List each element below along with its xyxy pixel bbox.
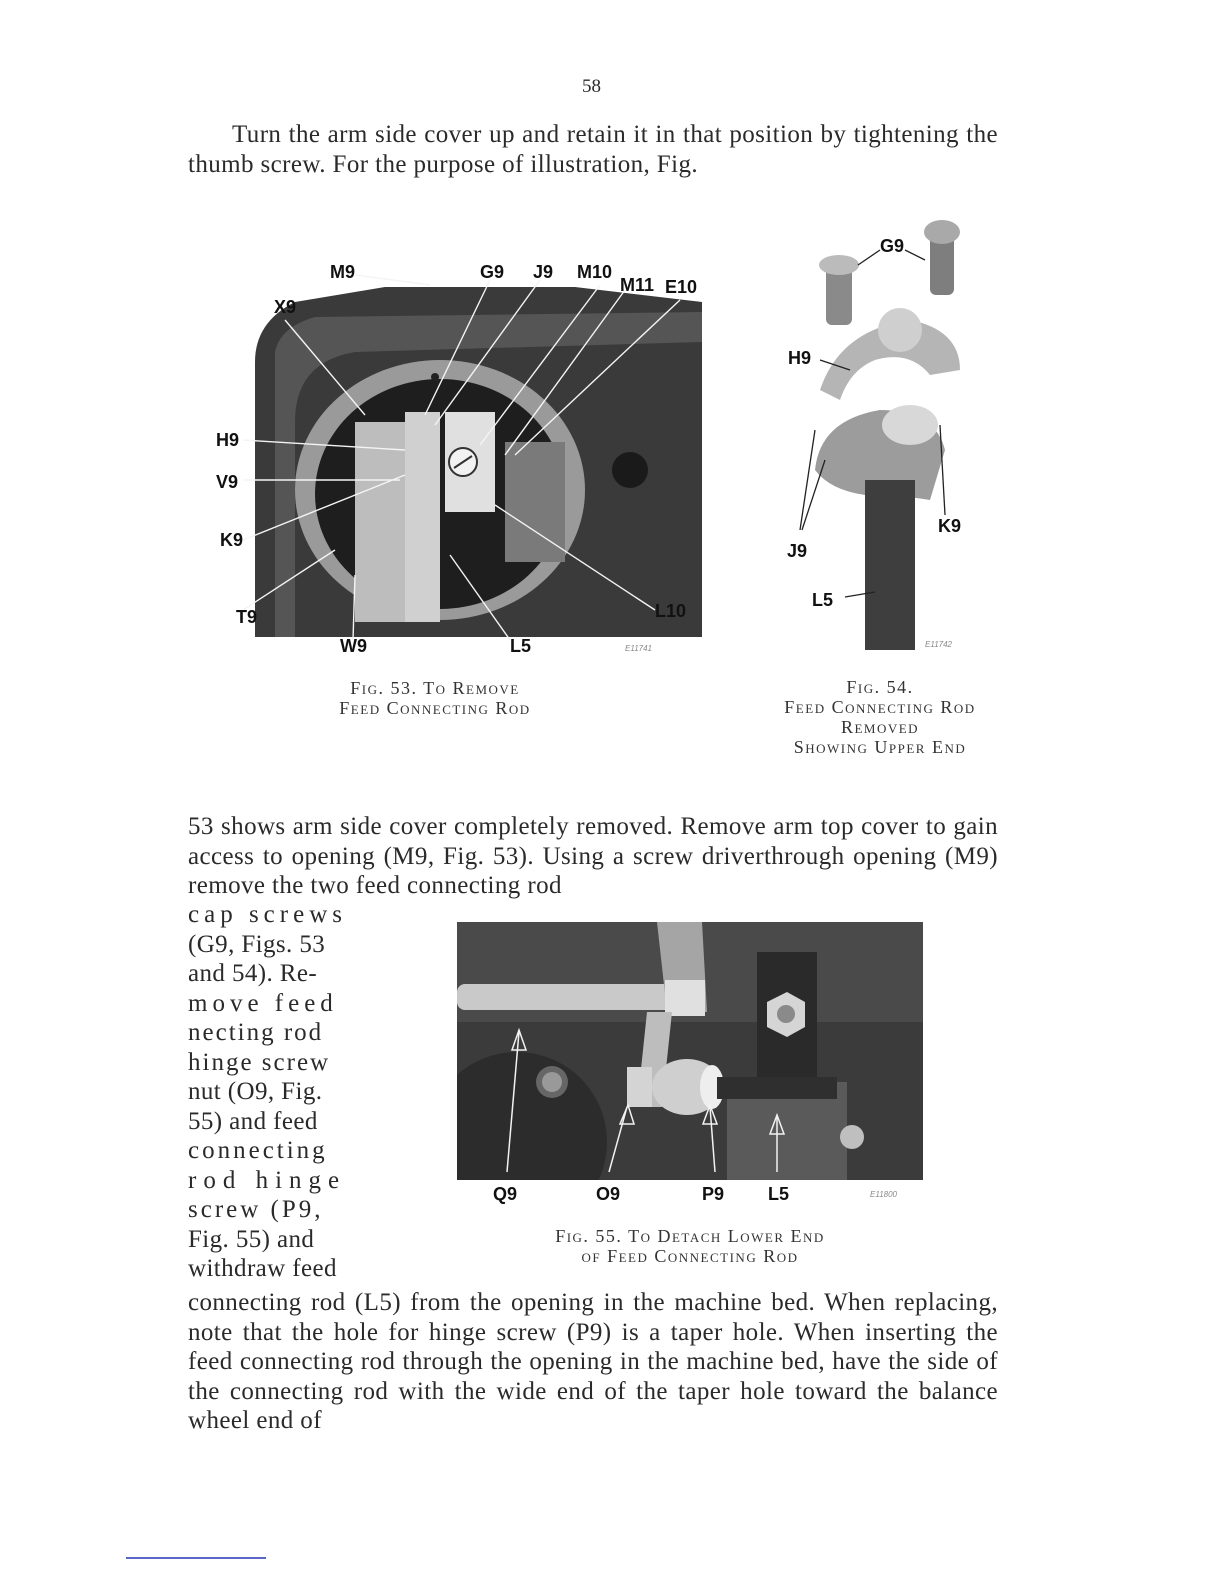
- fig55-caption-line: Fig. 55. To Detach Lower End: [555, 1226, 825, 1246]
- fig53-label-m11: M11: [620, 275, 655, 295]
- fig53-label-x9: X9: [274, 297, 297, 317]
- footer-rule: [126, 1557, 266, 1559]
- fig54-code: E11742: [925, 640, 952, 649]
- fig53-code: E11741: [625, 644, 652, 653]
- fig53-label-j9: J9: [533, 262, 554, 282]
- fig54-caption-line: Showing Upper End: [793, 737, 967, 757]
- fig53-label-w9: W9: [340, 636, 367, 656]
- fig54-label-h9: H9: [788, 348, 812, 368]
- fig54-leader-lines: [780, 230, 980, 610]
- fig55-caption-line: of Feed Connecting Rod: [581, 1246, 799, 1266]
- fig53-label-m10: M10: [577, 262, 613, 282]
- fig54-caption-line: Feed Connecting Rod: [784, 697, 976, 717]
- fig55-caption: [470, 1226, 910, 1266]
- wrapped-line: Fig. 55) and: [188, 1225, 315, 1253]
- end-paragraph: connecting rod (L5) from the opening in the machine bed. When replacing, note that the hole for hinge screw (P9) is a taper hole. When inserting the feed connecting rod through the opening in the machine bed, have the side of the connecting rod with the wide end of the taper hole toward the balance wheel end of: [188, 1289, 998, 1434]
- fig55-leader-lines: [457, 922, 923, 1180]
- fig53-caption: [280, 678, 590, 718]
- fig53-label-m9: M9: [330, 262, 356, 282]
- wrapped-line: screw (P9,: [188, 1196, 324, 1223]
- fig54-caption: [745, 677, 1015, 757]
- wrapped-line: move feed: [188, 989, 338, 1017]
- wrapped-line: necting rod: [188, 1019, 324, 1046]
- wrapped-line: nut (O9, Fig.: [188, 1078, 323, 1105]
- fig53-label-e10: E10: [665, 277, 698, 297]
- wrapped-line: rod hinge: [188, 1166, 347, 1194]
- fig55-label-p9: P9: [702, 1184, 725, 1204]
- wrapped-line: withdraw feed: [188, 1255, 337, 1282]
- fig53-label-l10: L10: [655, 601, 687, 621]
- middle-paragraph: 53 shows arm side cover completely removed. Remove arm top cover to gain access to opening (M9, Fig. 53). Using a screw driverthrough opening (M9) remove the two feed connecting rod: [188, 813, 998, 899]
- wrapped-line: and 54). Re-: [188, 960, 318, 987]
- fig55-label-o9: O9: [596, 1184, 621, 1204]
- fig53-label-h9: H9: [216, 430, 240, 450]
- wrapped-line: (G9, Figs. 53: [188, 930, 326, 958]
- fig55-label-l5: L5: [768, 1184, 790, 1204]
- fig53-label-t9: T9: [236, 607, 258, 627]
- page-number: 58: [582, 76, 601, 97]
- fig53-label-l5: L5: [510, 636, 532, 656]
- fig54-caption-line: Removed: [840, 717, 920, 737]
- wrapped-line: cap screws: [188, 901, 347, 928]
- wrapped-text-column: [188, 900, 353, 1284]
- fig55-label-q9: Q9: [493, 1184, 518, 1204]
- fig54-label-g9: G9: [880, 236, 905, 256]
- fig54-label-j9: J9: [787, 541, 808, 561]
- fig53-label-g9: G9: [480, 262, 505, 282]
- wrapped-line: connecting: [188, 1137, 328, 1164]
- wrapped-line: hinge screw: [188, 1048, 331, 1076]
- fig54-label-k9: K9: [938, 516, 962, 536]
- fig55-code: E11800: [870, 1190, 897, 1199]
- fig53-caption-line: Feed Connecting Rod: [339, 698, 531, 718]
- fig53-label-v9: V9: [216, 472, 239, 492]
- wrapped-line: 55) and feed: [188, 1107, 318, 1135]
- fig54-label-l5: L5: [812, 590, 834, 610]
- fig54-caption-line: Fig. 54.: [846, 677, 914, 697]
- intro-paragraph: Turn the arm side cover up and retain it in that position by tightening the thumb screw. For the purpose of illustration, Fig.: [188, 121, 998, 178]
- fig53-label-k9: K9: [220, 530, 244, 550]
- fig53-caption-line: Fig. 53. To Remove: [350, 678, 520, 698]
